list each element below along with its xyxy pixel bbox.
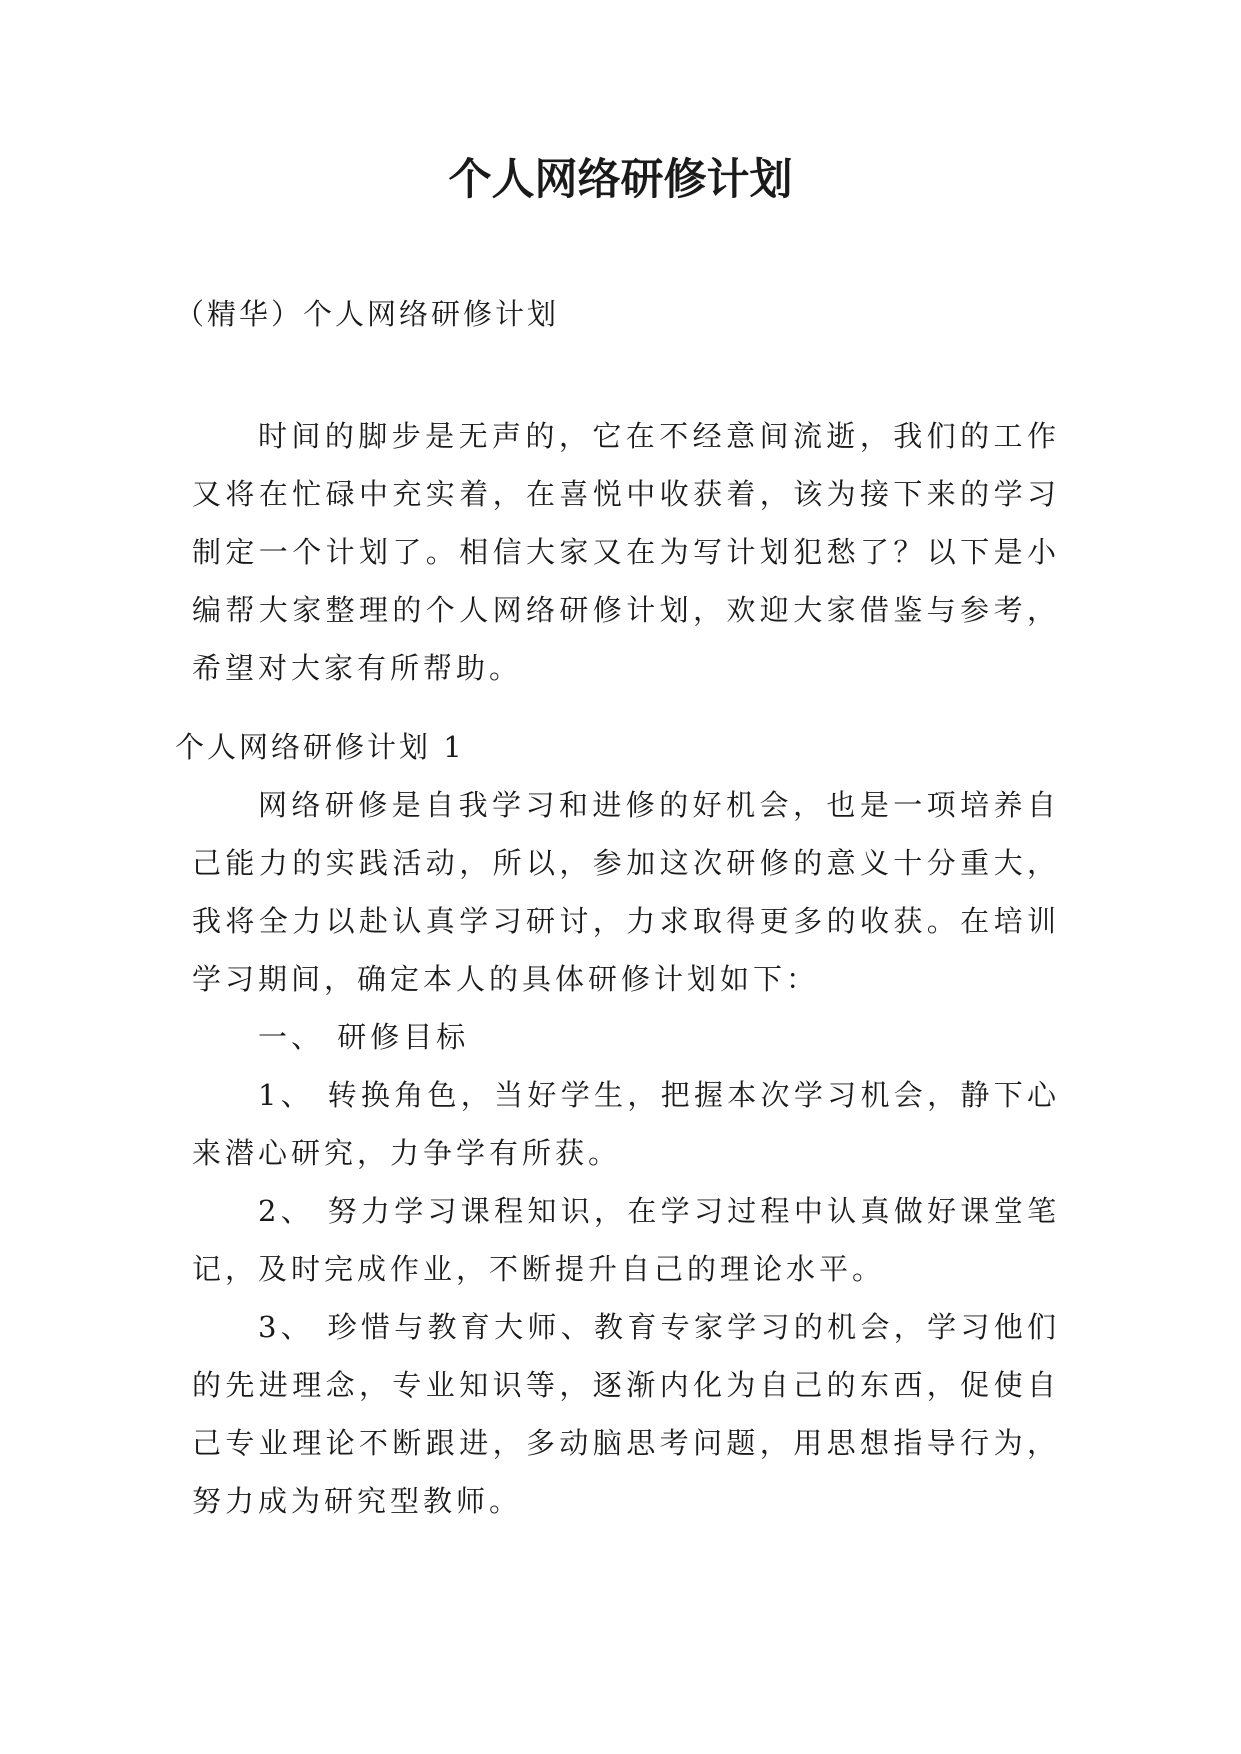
plan-section-1 (175, 718, 1060, 1530)
section-subheading-goals: 一、 研修目标 (258, 1020, 470, 1054)
goal-item-3: 3、 珍惜与教育大师、教育专家学习的机会，学习他们的先进理念，专业知识等，逐渐内化为自己的东西，促使自己专业理论不断跟进，多动脑思考问题，用思想指导行为，努力成为研究型教师。 (192, 1310, 1060, 1518)
section-paragraph-intro: 网络研修是自我学习和进修的好机会，也是一项培养自己能力的实践活动，所以，参加这次研修的意义十分重大，我将全力以赴认真学习研讨，力求取得更多的收获。在培训学习期间，确定本人的具体研修计划如下： (192, 788, 1060, 996)
section-heading: 个人网络研修计划 1 (175, 730, 465, 764)
document-subtitle: （精华）个人网络研修计划 (175, 297, 560, 331)
goal-item-1: 1、 转换角色，当好学生，把握本次学习机会，静下心来潜心研究，力争学有所获。 (192, 1078, 1060, 1170)
goal-item-2: 2、 努力学习课程知识，在学习过程中认真做好课堂笔记，及时完成作业，不断提升自己的理论水平。 (192, 1194, 1060, 1286)
document-title: 个人网络研修计划 (448, 155, 793, 205)
intro-section (192, 407, 1060, 697)
intro-paragraph: 时间的脚步是无声的，它在不经意间流逝，我们的工作又将在忙碌中充实着，在喜悦中收获着，该为接下来的学习制定一个计划了。相信大家又在为写计划犯愁了？以下是小编帮大家整理的个人网络研修计划，欢迎大家借鉴与参考，希望对大家有所帮助。 (192, 419, 1060, 685)
